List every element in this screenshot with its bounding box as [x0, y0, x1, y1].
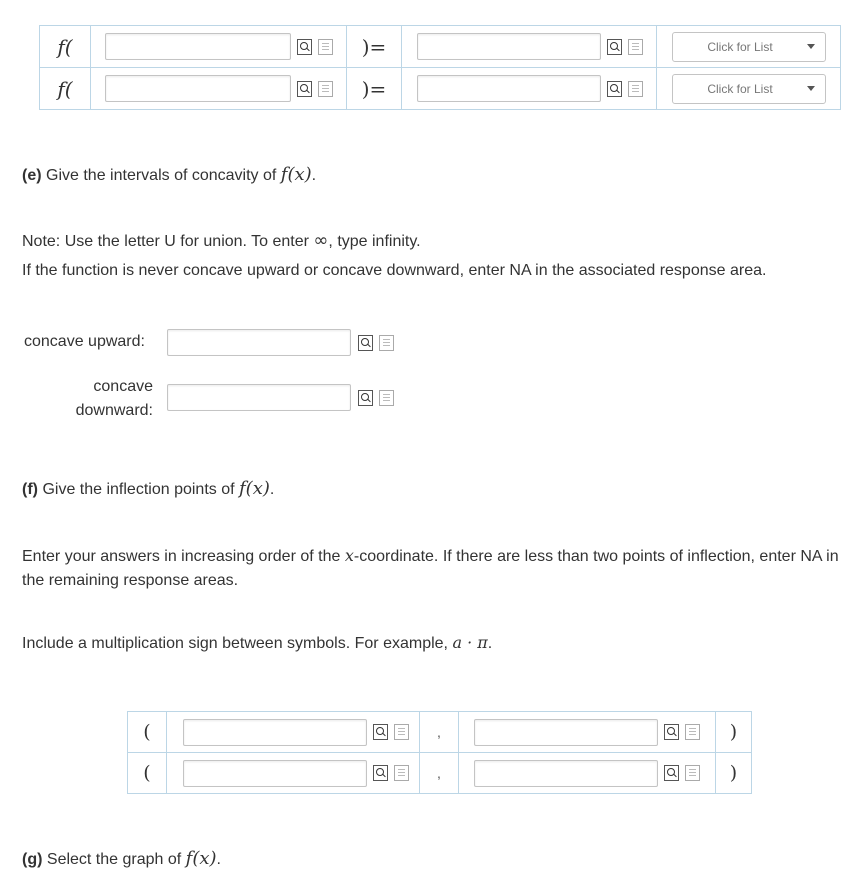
help-icon[interactable] — [685, 724, 700, 740]
inflection-points-table — [127, 711, 752, 794]
order-instructions — [22, 544, 862, 593]
inflection-y-input[interactable] — [474, 719, 658, 746]
dropdown-label: Click for List — [707, 81, 773, 96]
x-value-input[interactable] — [105, 33, 291, 60]
x-value-input[interactable] — [105, 75, 291, 102]
preview-icon[interactable] — [373, 724, 388, 740]
preview-icon[interactable] — [664, 724, 679, 740]
part-f-prompt: Give the inflection points of — [42, 481, 235, 498]
concave-up-label: concave upward: — [24, 333, 145, 350]
math-func: f — [185, 848, 193, 869]
table-row — [128, 753, 752, 794]
math-arg: (x) — [245, 478, 270, 499]
preview-icon[interactable] — [297, 39, 312, 55]
part-e-heading — [22, 164, 316, 185]
table-row — [40, 68, 841, 110]
math-var: x — [344, 546, 354, 565]
note-suffix: , type infinity. — [328, 233, 421, 250]
part-g-heading — [22, 848, 221, 869]
part-g-label: (g) — [22, 851, 43, 868]
open-paren: ( — [143, 721, 151, 743]
part-f-heading — [22, 478, 274, 499]
function-open-label: f( — [57, 34, 73, 59]
evaluation-table — [39, 25, 841, 110]
preview-icon[interactable] — [373, 765, 388, 781]
comma-separator: , — [437, 765, 441, 781]
order-suffix: -coordinate. If there are less than two points of inflection, enter NA in the remaining response areas. — [22, 548, 839, 589]
inflection-x-input[interactable] — [183, 719, 367, 746]
help-icon[interactable] — [318, 39, 333, 55]
help-icon[interactable] — [394, 724, 409, 740]
help-icon[interactable] — [685, 765, 700, 781]
concave-up-field — [167, 329, 400, 356]
concave-down-label-line1: concave — [93, 378, 153, 395]
period: . — [487, 635, 493, 652]
f-value-input[interactable] — [417, 33, 601, 60]
table-row — [128, 712, 752, 753]
inflection-y-input[interactable] — [474, 760, 658, 787]
comma-separator: , — [437, 724, 441, 740]
infinity-note — [22, 230, 421, 251]
period: . — [216, 851, 221, 868]
classification-dropdown[interactable] — [672, 32, 826, 62]
mult-prefix: Include a multiplication sign between symbols. For example, — [22, 635, 448, 652]
preview-icon[interactable] — [664, 765, 679, 781]
math-arg: (x) — [287, 164, 312, 185]
math-example: a · π — [452, 633, 488, 652]
period: . — [311, 167, 317, 184]
preview-icon[interactable] — [607, 39, 622, 55]
math-func: f — [239, 478, 246, 499]
preview-icon[interactable] — [358, 390, 373, 406]
open-paren: ( — [143, 762, 151, 784]
part-e-prompt: Give the intervals of concavity of — [46, 167, 277, 184]
na-note: If the function is never concave upward or concave downward, enter NA in the associated response area. — [22, 262, 767, 279]
math-func: f — [280, 164, 288, 185]
multiplication-note — [22, 633, 492, 653]
infinity-symbol: ∞ — [313, 230, 329, 251]
concave-down-label — [60, 375, 153, 423]
help-icon[interactable] — [628, 39, 643, 55]
close-paren: ) — [729, 721, 738, 743]
help-icon[interactable] — [394, 765, 409, 781]
chevron-down-icon — [807, 86, 815, 91]
equals-label: )= — [361, 34, 387, 59]
help-icon[interactable] — [318, 81, 333, 97]
help-icon[interactable] — [628, 81, 643, 97]
concave-down-field — [167, 384, 400, 411]
help-icon[interactable] — [379, 390, 394, 406]
concave-up-input[interactable] — [167, 329, 351, 356]
function-open-label: f( — [57, 76, 73, 101]
concave-down-input[interactable] — [167, 384, 351, 411]
preview-icon[interactable] — [358, 335, 373, 351]
table-row — [40, 26, 841, 68]
dropdown-label: Click for List — [707, 39, 773, 54]
chevron-down-icon — [807, 44, 815, 49]
period: . — [269, 481, 275, 498]
f-value-input[interactable] — [417, 75, 601, 102]
part-f-label: (f) — [22, 481, 38, 498]
concave-down-label-line2: downward: — [75, 402, 153, 419]
part-e-label: (e) — [22, 167, 42, 184]
equals-label: )= — [361, 76, 387, 101]
note-prefix: Note: Use the letter U for union. To enter — [22, 233, 309, 250]
close-paren: ) — [729, 762, 738, 784]
math-arg: (x) — [192, 848, 217, 869]
classification-dropdown[interactable] — [672, 74, 826, 104]
part-g-prompt: Select the graph of — [46, 851, 182, 868]
help-icon[interactable] — [379, 335, 394, 351]
preview-icon[interactable] — [607, 81, 622, 97]
preview-icon[interactable] — [297, 81, 312, 97]
inflection-x-input[interactable] — [183, 760, 367, 787]
order-prefix: Enter your answers in increasing order of the — [22, 548, 341, 565]
